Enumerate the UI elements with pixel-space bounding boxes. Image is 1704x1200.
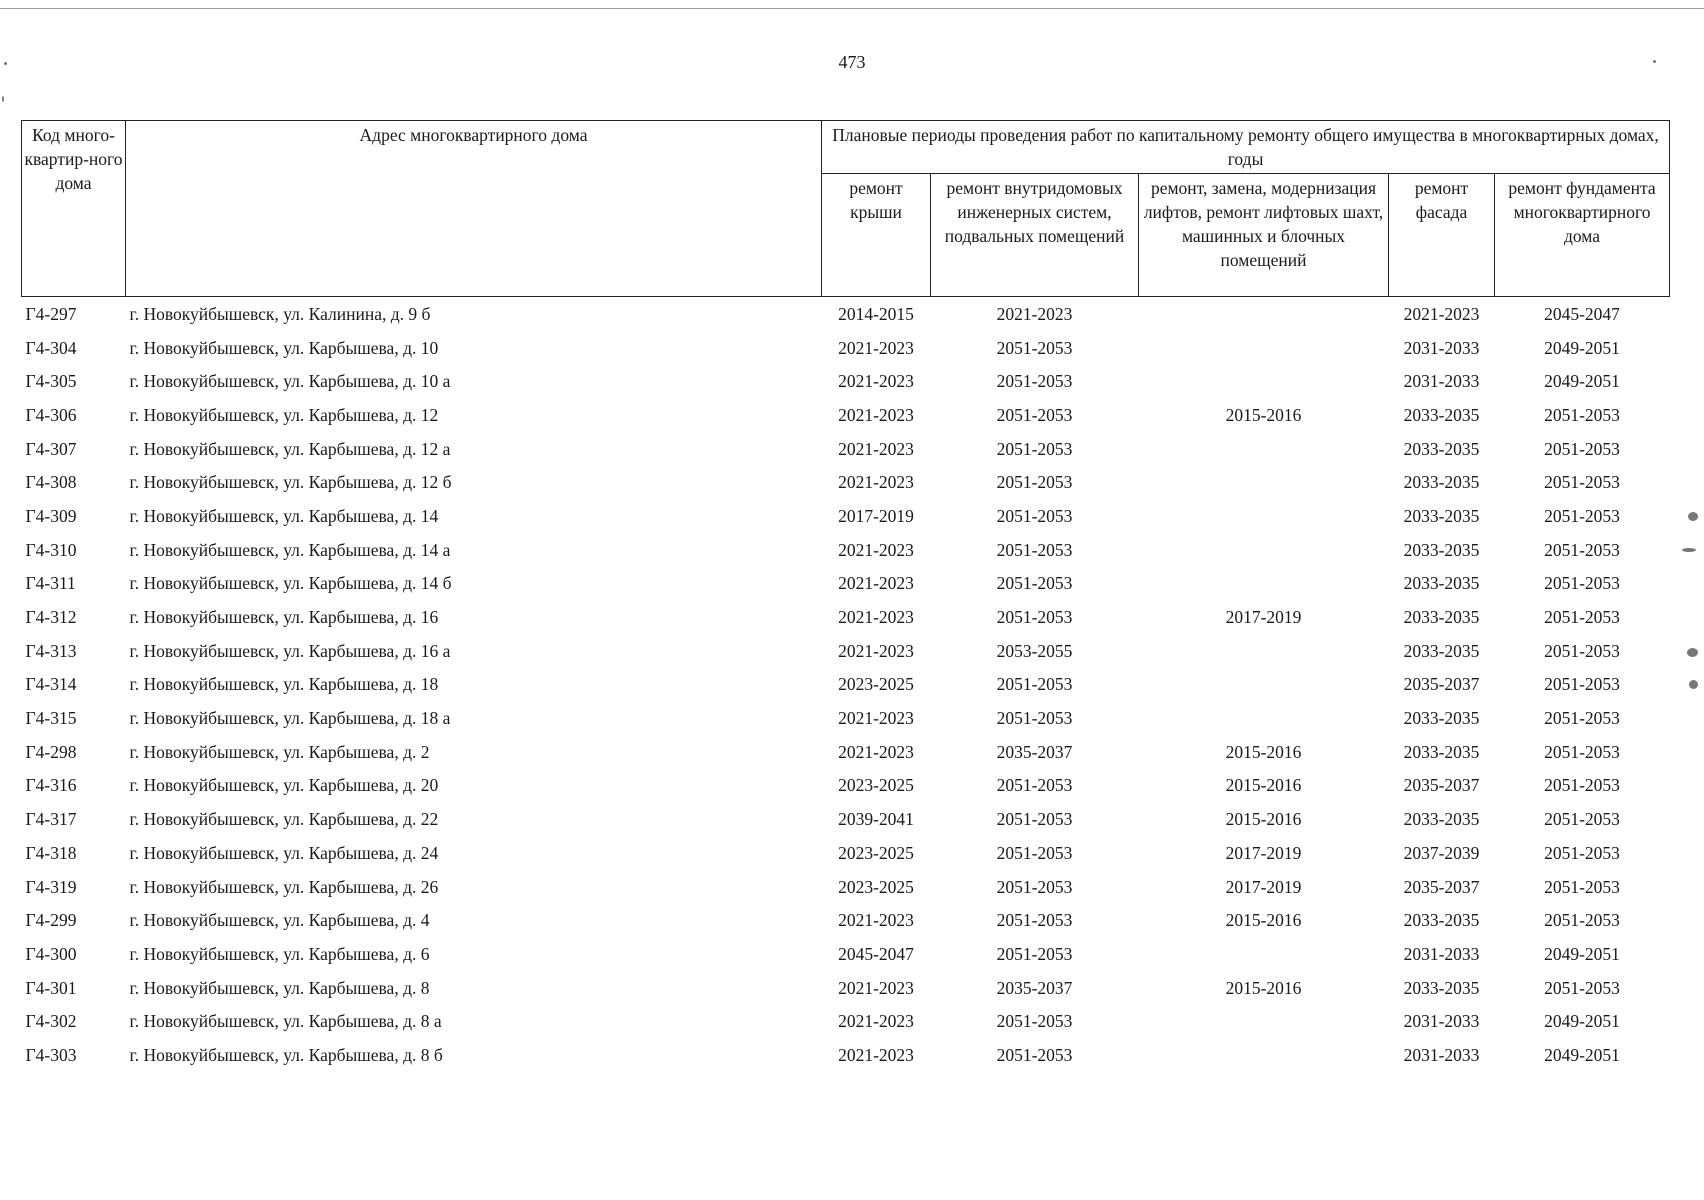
row-facade-period: 2031-2033: [1403, 371, 1480, 392]
row-foundation-period: 2049-2051: [1544, 337, 1620, 358]
row-address: г. Новокуйбышевск, ул. Карбышева, д. 8 б: [129, 1044, 443, 1065]
row-facade-period: 2033-2035: [1403, 539, 1480, 560]
row-roof-period: 2021-2023: [838, 1044, 914, 1065]
table-row: [22, 1004, 1670, 1038]
row-address: г. Новокуйбышевск, ул. Карбышева, д. 14 а: [129, 539, 451, 560]
row-elevators-period: [1139, 567, 1389, 601]
row-facade-period: 2031-2033: [1403, 337, 1480, 358]
row-code: Г4-298: [25, 741, 77, 762]
row-elevators-period: 2015-2016: [1225, 910, 1302, 931]
row-engineering-period: 2035-2037: [996, 977, 1073, 998]
row-engineering-period: 2051-2053: [996, 505, 1073, 526]
table-row: [22, 870, 1670, 904]
table-row: [22, 668, 1670, 702]
row-roof-period: 2021-2023: [838, 607, 914, 628]
row-facade-period: 2033-2035: [1403, 607, 1480, 628]
row-address: г. Новокуйбышевск, ул. Калинина, д. 9 б: [129, 303, 431, 324]
row-foundation-period: 2049-2051: [1544, 1011, 1620, 1032]
row-roof-period: 2021-2023: [838, 573, 914, 594]
row-address: г. Новокуйбышевск, ул. Карбышева, д. 12 б: [129, 472, 452, 493]
row-engineering-period: 2051-2053: [996, 1044, 1073, 1065]
table-row: [22, 364, 1670, 398]
row-roof-period: 2021-2023: [838, 371, 914, 392]
row-elevators-period: 2015-2016: [1225, 775, 1302, 796]
row-roof-period: 2021-2023: [838, 640, 914, 661]
row-code: Г4-312: [25, 607, 77, 628]
row-facade-period: 2033-2035: [1403, 573, 1480, 594]
page-number: 473: [838, 52, 866, 72]
row-foundation-period: 2051-2053: [1544, 842, 1620, 863]
row-foundation-period: 2051-2053: [1544, 573, 1620, 594]
row-foundation-period: 2051-2053: [1544, 404, 1620, 425]
row-facade-period: 2035-2037: [1403, 876, 1480, 897]
row-address: г. Новокуйбышевск, ул. Карбышева, д. 18 а: [129, 708, 451, 729]
row-code: Г4-305: [25, 371, 77, 392]
row-roof-period: 2023-2025: [838, 775, 914, 796]
row-elevators-period: [1139, 533, 1389, 567]
row-elevators-period: [1139, 634, 1389, 668]
capital-repair-schedule-table: [21, 120, 1670, 1072]
row-code: Г4-315: [25, 708, 77, 729]
row-roof-period: 2023-2025: [838, 842, 914, 863]
row-code: Г4-304: [25, 337, 77, 358]
row-elevators-period: 2017-2019: [1225, 876, 1302, 897]
row-foundation-period: 2051-2053: [1544, 708, 1620, 729]
row-engineering-period: 2051-2053: [996, 337, 1073, 358]
row-engineering-period: 2051-2053: [996, 539, 1073, 560]
table-row: [22, 297, 1670, 331]
row-code: Г4-314: [25, 674, 77, 695]
row-foundation-period: 2051-2053: [1544, 640, 1620, 661]
row-address: г. Новокуйбышевск, ул. Карбышева, д. 2: [129, 741, 430, 762]
row-code: Г4-316: [25, 775, 77, 796]
row-elevators-period: [1139, 1004, 1389, 1038]
row-engineering-period: 2051-2053: [996, 371, 1073, 392]
row-engineering-period: 2051-2053: [996, 607, 1073, 628]
row-elevators-period: [1139, 432, 1389, 466]
row-foundation-period: 2051-2053: [1544, 607, 1620, 628]
row-elevators-period: [1139, 465, 1389, 499]
row-facade-period: 2035-2037: [1403, 775, 1480, 796]
row-elevators-period: [1139, 297, 1389, 331]
header-engineering: ремонт внутридомовых инженерных систем, подвальных помещений: [931, 174, 1139, 297]
row-address: г. Новокуйбышевск, ул. Карбышева, д. 12 а: [129, 438, 451, 459]
row-address: г. Новокуйбышевск, ул. Карбышева, д. 4: [129, 910, 430, 931]
row-roof-period: 2021-2023: [838, 977, 914, 998]
table-row: [22, 769, 1670, 803]
row-foundation-period: 2049-2051: [1544, 1044, 1620, 1065]
table-row: [22, 701, 1670, 735]
table-row: [22, 600, 1670, 634]
row-facade-period: 2021-2023: [1403, 303, 1480, 324]
header-roof: ремонт крыши: [822, 174, 931, 297]
row-elevators-period: [1139, 364, 1389, 398]
row-foundation-period: 2051-2053: [1544, 977, 1620, 998]
row-facade-period: 2033-2035: [1403, 404, 1480, 425]
row-roof-period: 2021-2023: [838, 337, 914, 358]
row-engineering-period: 2035-2037: [996, 741, 1073, 762]
row-foundation-period: 2051-2053: [1544, 674, 1620, 695]
row-roof-period: 2023-2025: [838, 876, 914, 897]
row-foundation-period: 2051-2053: [1544, 809, 1620, 830]
row-elevators-period: [1139, 499, 1389, 533]
row-address: г. Новокуйбышевск, ул. Карбышева, д. 12: [129, 404, 439, 425]
row-code: Г4-307: [25, 438, 77, 459]
row-foundation-period: 2051-2053: [1544, 472, 1620, 493]
row-roof-period: 2021-2023: [838, 539, 914, 560]
row-facade-period: 2035-2037: [1403, 674, 1480, 695]
row-facade-period: 2033-2035: [1403, 438, 1480, 459]
row-roof-period: 2017-2019: [838, 505, 914, 526]
row-code: Г4-300: [25, 943, 77, 964]
row-roof-period: 2021-2023: [838, 404, 914, 425]
row-code: Г4-306: [25, 404, 77, 425]
row-roof-period: 2021-2023: [838, 708, 914, 729]
row-engineering-period: 2051-2053: [996, 472, 1073, 493]
row-roof-period: 2021-2023: [838, 910, 914, 931]
row-facade-period: 2033-2035: [1403, 977, 1480, 998]
row-address: г. Новокуйбышевск, ул. Карбышева, д. 8: [129, 977, 430, 998]
row-address: г. Новокуйбышевск, ул. Карбышева, д. 8 а: [129, 1011, 442, 1032]
row-foundation-period: 2051-2053: [1544, 775, 1620, 796]
row-code: Г4-319: [25, 876, 77, 897]
row-roof-period: 2045-2047: [838, 943, 914, 964]
row-code: Г4-311: [25, 573, 76, 594]
row-engineering-period: 2051-2053: [996, 943, 1073, 964]
row-engineering-period: 2051-2053: [996, 809, 1073, 830]
row-code: Г4-308: [25, 472, 77, 493]
row-code: Г4-317: [25, 809, 77, 830]
row-engineering-period: 2051-2053: [996, 876, 1073, 897]
row-engineering-period: 2053-2055: [996, 640, 1073, 661]
table-row: [22, 533, 1670, 567]
row-foundation-period: 2051-2053: [1544, 438, 1620, 459]
table-row: [22, 903, 1670, 937]
row-address: г. Новокуйбышевск, ул. Карбышева, д. 24: [129, 842, 439, 863]
row-address: г. Новокуйбышевск, ул. Карбышева, д. 14 б: [129, 573, 452, 594]
row-foundation-period: 2051-2053: [1544, 910, 1620, 931]
row-code: Г4-309: [25, 505, 77, 526]
row-elevators-period: [1139, 1038, 1389, 1072]
row-foundation-period: 2049-2051: [1544, 943, 1620, 964]
row-facade-period: 2033-2035: [1403, 472, 1480, 493]
header-elevators: ремонт, замена, модернизация лифтов, ремонт лифтовых шахт, машинных и блочных помещений: [1139, 174, 1389, 297]
row-code: Г4-310: [25, 539, 77, 560]
row-engineering-period: 2051-2053: [996, 708, 1073, 729]
row-foundation-period: 2051-2053: [1544, 741, 1620, 762]
row-address: г. Новокуйбышевск, ул. Карбышева, д. 16: [129, 607, 439, 628]
row-code: Г4-302: [25, 1011, 77, 1032]
row-address: г. Новокуйбышевск, ул. Карбышева, д. 18: [129, 674, 439, 695]
row-roof-period: 2014-2015: [838, 303, 914, 324]
row-roof-period: 2021-2023: [838, 1011, 914, 1032]
table-row: [22, 398, 1670, 432]
row-foundation-period: 2051-2053: [1544, 505, 1620, 526]
row-elevators-period: 2015-2016: [1225, 977, 1302, 998]
row-facade-period: 2033-2035: [1403, 505, 1480, 526]
row-address: г. Новокуйбышевск, ул. Карбышева, д. 22: [129, 809, 439, 830]
row-foundation-period: 2045-2047: [1544, 303, 1620, 324]
row-address: г. Новокуйбышевск, ул. Карбышева, д. 10: [129, 337, 439, 358]
row-code: Г4-303: [25, 1044, 77, 1065]
table-row: [22, 634, 1670, 668]
table-row: [22, 432, 1670, 466]
row-foundation-period: 2051-2053: [1544, 876, 1620, 897]
header-foundation: ремонт фундамента многоквартирного дома: [1495, 174, 1670, 297]
row-roof-period: 2021-2023: [838, 438, 914, 459]
row-address: г. Новокуйбышевск, ул. Карбышева, д. 14: [129, 505, 439, 526]
row-engineering-period: 2051-2053: [996, 573, 1073, 594]
table-body: [22, 297, 1670, 1072]
row-code: Г4-299: [25, 910, 77, 931]
row-facade-period: 2031-2033: [1403, 1044, 1480, 1065]
table-row: [22, 1038, 1670, 1072]
row-foundation-period: 2049-2051: [1544, 371, 1620, 392]
row-code: Г4-297: [25, 303, 77, 324]
row-facade-period: 2033-2035: [1403, 708, 1480, 729]
row-engineering-period: 2051-2053: [996, 910, 1073, 931]
row-roof-period: 2021-2023: [838, 472, 914, 493]
header-facade: ремонт фасада: [1389, 174, 1495, 297]
header-periods-group: Плановые периоды проведения работ по капитальному ремонту общего имущества в многоквартирных домах, годы: [822, 121, 1670, 174]
row-elevators-period: 2015-2016: [1225, 741, 1302, 762]
row-elevators-period: 2017-2019: [1225, 842, 1302, 863]
row-address: г. Новокуйбышевск, ул. Карбышева, д. 16 а: [129, 640, 451, 661]
table-row: [22, 331, 1670, 365]
row-elevators-period: [1139, 331, 1389, 365]
header-code: Код много-квартир-ного дома: [22, 121, 126, 297]
row-address: г. Новокуйбышевск, ул. Карбышева, д. 26: [129, 876, 439, 897]
row-elevators-period: 2015-2016: [1225, 809, 1302, 830]
row-engineering-period: 2021-2023: [996, 303, 1073, 324]
table-row: [22, 499, 1670, 533]
row-roof-period: 2039-2041: [838, 809, 914, 830]
row-facade-period: 2033-2035: [1403, 741, 1480, 762]
row-engineering-period: 2051-2053: [996, 1011, 1073, 1032]
row-facade-period: 2033-2035: [1403, 640, 1480, 661]
row-engineering-period: 2051-2053: [996, 404, 1073, 425]
row-elevators-period: [1139, 701, 1389, 735]
header-row-top: [22, 121, 1670, 174]
row-elevators-period: 2015-2016: [1225, 404, 1302, 425]
row-foundation-period: 2051-2053: [1544, 539, 1620, 560]
row-facade-period: 2033-2035: [1403, 809, 1480, 830]
table-row: [22, 971, 1670, 1005]
row-elevators-period: 2017-2019: [1225, 607, 1302, 628]
scan-top-edge: [0, 8, 1704, 9]
row-address: г. Новокуйбышевск, ул. Карбышева, д. 6: [129, 943, 430, 964]
row-facade-period: 2031-2033: [1403, 1011, 1480, 1032]
row-roof-period: 2021-2023: [838, 741, 914, 762]
row-code: Г4-301: [25, 977, 77, 998]
table-row: [22, 735, 1670, 769]
row-facade-period: 2033-2035: [1403, 910, 1480, 931]
table-row: [22, 465, 1670, 499]
row-facade-period: 2031-2033: [1403, 943, 1480, 964]
header-address: Адрес многоквартирного дома: [126, 121, 822, 297]
table-row: [22, 567, 1670, 601]
row-engineering-period: 2051-2053: [996, 438, 1073, 459]
row-elevators-period: [1139, 937, 1389, 971]
row-engineering-period: 2051-2053: [996, 775, 1073, 796]
row-roof-period: 2023-2025: [838, 674, 914, 695]
row-elevators-period: [1139, 668, 1389, 702]
row-address: г. Новокуйбышевск, ул. Карбышева, д. 20: [129, 775, 439, 796]
row-code: Г4-318: [25, 842, 77, 863]
row-address: г. Новокуйбышевск, ул. Карбышева, д. 10 а: [129, 371, 451, 392]
table-row: [22, 836, 1670, 870]
table-row: [22, 802, 1670, 836]
row-code: Г4-313: [25, 640, 77, 661]
table-row: [22, 937, 1670, 971]
row-facade-period: 2037-2039: [1403, 842, 1480, 863]
row-engineering-period: 2051-2053: [996, 674, 1073, 695]
row-engineering-period: 2051-2053: [996, 842, 1073, 863]
